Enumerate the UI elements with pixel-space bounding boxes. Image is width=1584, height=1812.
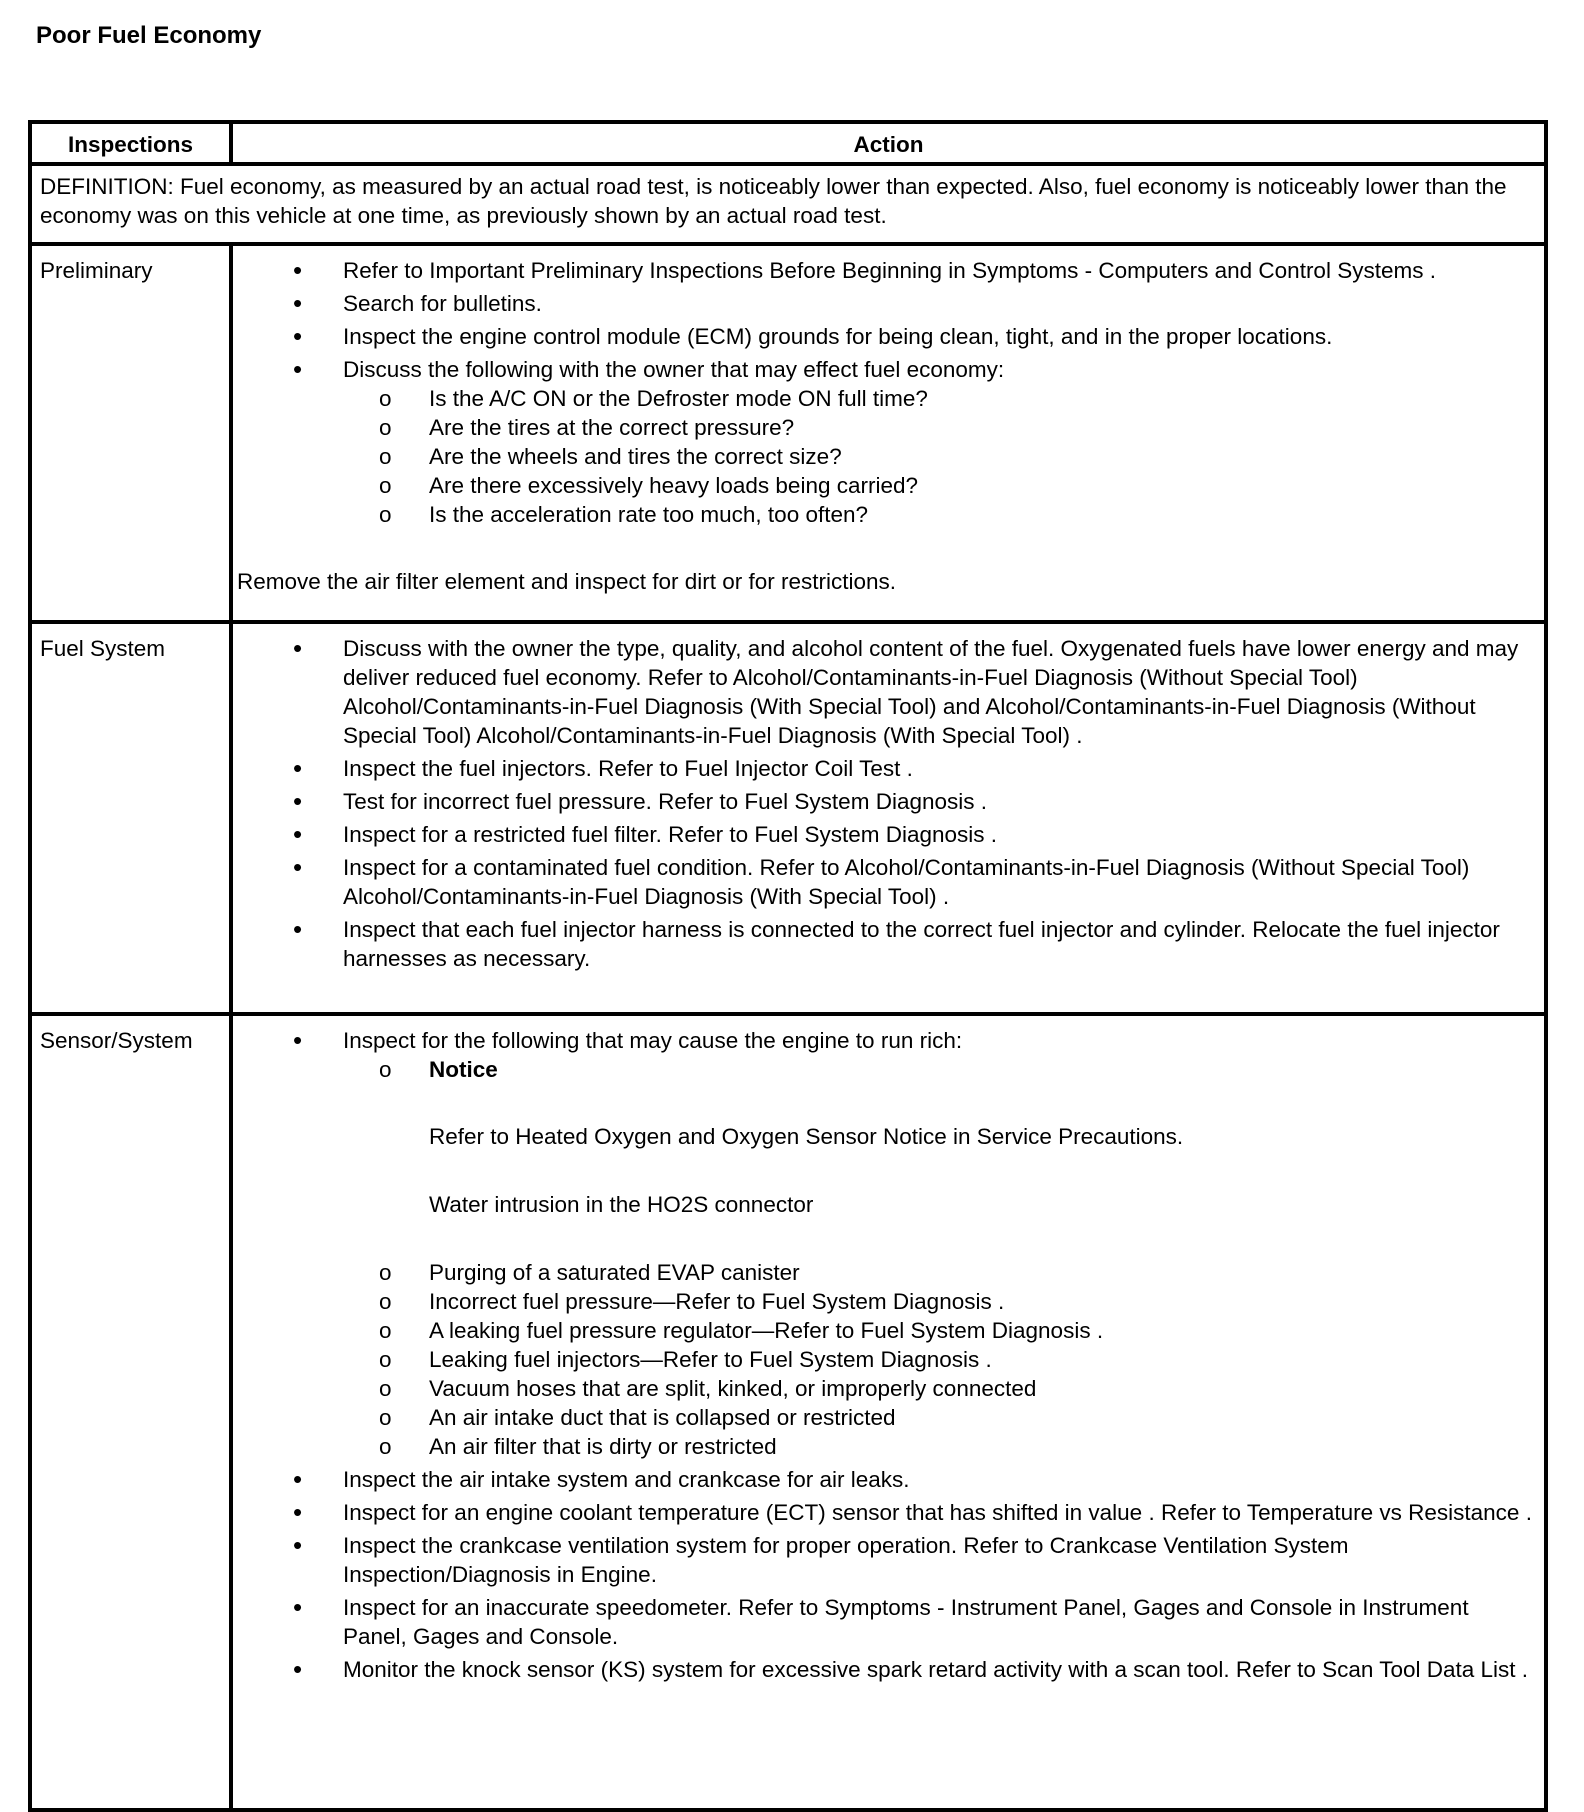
- list-item: • Inspect for an engine coolant temperature (ECT) sensor that has shifted in value . Refer to Temperature vs Resistance .: [239, 1498, 1534, 1527]
- table-row-sensor-system: [30, 1014, 1546, 1810]
- table-row-fuel-system: [30, 622, 1546, 1014]
- inspection-label-preliminary: Preliminary: [30, 244, 231, 622]
- sub-list-item: o Are the tires at the correct pressure?: [239, 413, 1534, 442]
- fuel-system-bullet-list: [239, 634, 1534, 973]
- notice-item: [239, 1055, 1534, 1219]
- list-item: • Discuss with the owner the type, quality, and alcohol content of the fuel. Oxygenated fuels have lower energy and may deliver reduced fuel economy. Refer to Alcohol/Contaminants-in-Fuel Diagnosis (Without Special Tool) Alcohol/Contaminants-in-Fuel Diagnosis (With Special Tool) and Alcohol/Contaminants-in-Fuel Diagnosis (Without Special Tool) Alcohol/Contaminants-in-Fuel Diagnosis (With Special Tool) .: [239, 634, 1534, 750]
- sub-list-item: o Is the acceleration rate too much, too often?: [239, 500, 1534, 529]
- list-item-text: Discuss the following with the owner that may effect fuel economy:: [343, 357, 1005, 382]
- preliminary-sub-list: [239, 384, 1534, 529]
- action-cell-preliminary: [231, 244, 1546, 622]
- sub-list-item: o An air filter that is dirty or restricted: [239, 1432, 1534, 1461]
- page-title: Poor Fuel Economy: [36, 22, 262, 49]
- list-item: • Test for incorrect fuel pressure. Refer to Fuel System Diagnosis .: [239, 787, 1534, 816]
- sub-list-item: o An air intake duct that is collapsed or restricted: [239, 1403, 1534, 1432]
- list-item: • Inspect that each fuel injector harness is connected to the correct fuel injector and cylinder. Relocate the fuel injector harnesses as necessary.: [239, 915, 1534, 973]
- inspection-label-sensor-system: Sensor/System: [30, 1014, 231, 1810]
- action-cell-fuel-system: [231, 622, 1546, 1014]
- list-item: • Refer to Important Preliminary Inspections Before Beginning in Symptoms - Computers and Control Systems .: [239, 256, 1534, 285]
- sub-list-item: o Incorrect fuel pressure—Refer to Fuel System Diagnosis .: [239, 1287, 1534, 1316]
- table-header-row: [30, 122, 1546, 164]
- sub-list-item: o Vacuum hoses that are split, kinked, or improperly connected: [239, 1374, 1534, 1403]
- sub-list-item: o Are there excessively heavy loads being carried?: [239, 471, 1534, 500]
- list-item: • Monitor the knock sensor (KS) system for excessive spark retard activity with a scan tool. Refer to Scan Tool Data List .: [239, 1655, 1534, 1684]
- sensor-sub-list: [239, 1055, 1534, 1461]
- list-item-discuss: [239, 355, 1534, 529]
- preliminary-bullet-list: [239, 256, 1534, 529]
- definition-row: [30, 164, 1546, 244]
- list-item: • Inspect for a restricted fuel filter. Refer to Fuel System Diagnosis .: [239, 820, 1534, 849]
- action-cell-sensor-system: [231, 1014, 1546, 1810]
- list-item: • Inspect for a contaminated fuel condition. Refer to Alcohol/Contaminants-in-Fuel Diagnosis (Without Special Tool) Alcohol/Contaminants-in-Fuel Diagnosis (With Special Tool) .: [239, 853, 1534, 911]
- header-inspections: Inspections: [30, 122, 231, 164]
- list-item-run-rich: [239, 1026, 1534, 1461]
- sensor-system-bullet-list: [239, 1026, 1534, 1684]
- header-action: Action: [231, 122, 1546, 164]
- definition-text: DEFINITION: Fuel economy, as measured by an actual road test, is noticeably lower than expected. Also, fuel economy is noticeably lower than the economy was on this vehicle at one time, as previously shown by an actual road test.: [30, 164, 1546, 244]
- inspection-label-fuel-system: Fuel System: [30, 622, 231, 1014]
- sub-list-item: o Are the wheels and tires the correct size?: [239, 442, 1534, 471]
- sub-list-item: o Purging of a saturated EVAP canister: [239, 1258, 1534, 1287]
- notice-text-water-intrusion: Water intrusion in the HO2S connector: [429, 1192, 814, 1217]
- list-item: • Inspect the crankcase ventilation system for proper operation. Refer to Crankcase Ventilation System Inspection/Diagnosis in Engine.: [239, 1531, 1534, 1589]
- table-row-preliminary: [30, 244, 1546, 622]
- list-item: • Search for bulletins.: [239, 289, 1534, 318]
- sub-list-item: o Leaking fuel injectors—Refer to Fuel System Diagnosis .: [239, 1345, 1534, 1374]
- list-item: • Inspect the fuel injectors. Refer to Fuel Injector Coil Test .: [239, 754, 1534, 783]
- sub-list-item: o Is the A/C ON or the Defroster mode ON full time?: [239, 384, 1534, 413]
- diagnostic-table: [28, 120, 1548, 1812]
- list-item: • Inspect the air intake system and crankcase for air leaks.: [239, 1465, 1534, 1494]
- list-item-text: Inspect for the following that may cause the engine to run rich:: [343, 1028, 963, 1053]
- notice-text: Refer to Heated Oxygen and Oxygen Sensor Notice in Service Precautions.: [429, 1124, 1184, 1149]
- notice-title: o Notice: [429, 1057, 498, 1082]
- preliminary-note: Remove the air filter element and inspect for dirt or for restrictions.: [237, 569, 897, 594]
- sub-list-item: o A leaking fuel pressure regulator—Refer to Fuel System Diagnosis .: [239, 1316, 1534, 1345]
- list-item: • Inspect for an inaccurate speedometer. Refer to Symptoms - Instrument Panel, Gages and Console in Instrument Panel, Gages and Console.: [239, 1593, 1534, 1651]
- list-item: • Inspect the engine control module (ECM) grounds for being clean, tight, and in the proper locations.: [239, 322, 1534, 351]
